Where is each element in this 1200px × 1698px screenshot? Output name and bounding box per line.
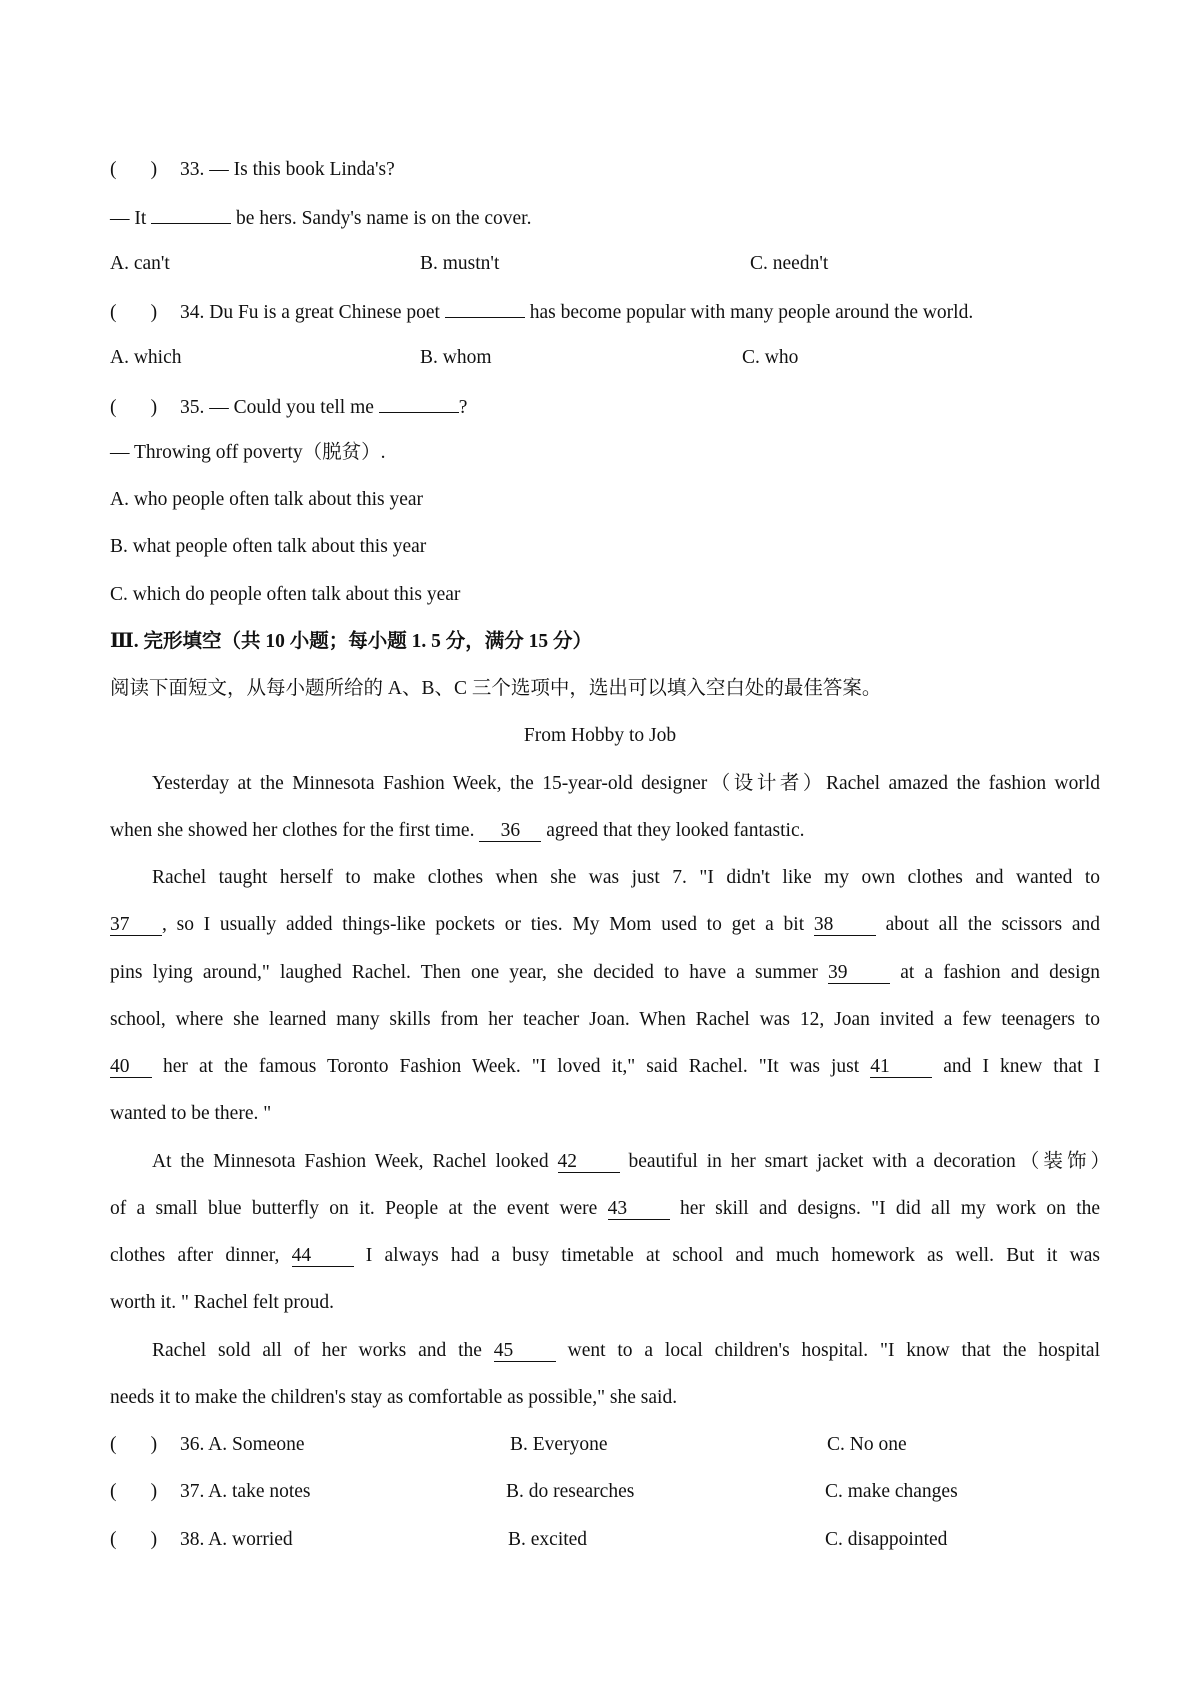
option-a: A. who people often talk about this year: [110, 489, 423, 510]
question-stem: ?: [458, 397, 468, 418]
option-b: B. do researches: [506, 1481, 635, 1502]
paren-open: (: [110, 1529, 117, 1550]
passage-line: [110, 913, 1100, 937]
passage-line: wanted to be there. ": [110, 1103, 272, 1124]
passage-text: , so I usually added things-like pockets or ties. My Mom used to get a bit: [162, 914, 805, 935]
paren-close: ): [150, 1529, 158, 1550]
answer-paren: [110, 1528, 180, 1552]
paren-close: ): [150, 397, 158, 418]
answer-paren: [110, 301, 180, 325]
paren-close: ): [150, 1434, 158, 1455]
paren-close: ): [150, 1481, 158, 1502]
option-b: B. what people often talk about this year: [110, 536, 427, 557]
passage-text: went to a local children's hospital. "I know that the hospital: [567, 1340, 1101, 1361]
question-34: [110, 299, 973, 325]
blank-44: 44: [292, 1246, 354, 1267]
passage-text: beautiful in her smart jacket with a decoration（装饰）: [628, 1151, 1111, 1172]
passage-line: [110, 819, 804, 843]
paren-open: (: [110, 1481, 117, 1502]
blank-39: 39: [828, 963, 890, 984]
option-b: B. Everyone: [510, 1434, 608, 1455]
passage-text: clothes after dinner,: [110, 1245, 280, 1266]
paren-open: (: [110, 1434, 117, 1455]
paren-close: ): [150, 302, 158, 323]
passage-text: her at the famous Toronto Fashion Week. "I loved it," said Rachel. "It was just: [163, 1056, 860, 1077]
passage-line: Rachel taught herself to make clothes when she was just 7. "I didn't like my own clothes and wanted to: [152, 867, 1100, 888]
passage-text: and I knew that I: [943, 1056, 1101, 1077]
passage-text: pins lying around," laughed Rachel. Then one year, she decided to have a summer: [110, 962, 818, 983]
blank-36: 36: [479, 821, 541, 842]
option-b: B. mustn't: [420, 253, 500, 274]
passage-text: her skill and designs. "I did all my work on the: [679, 1198, 1101, 1219]
blank-43: 43: [608, 1199, 670, 1220]
answer-blank: [445, 299, 525, 318]
passage-line: [110, 961, 1100, 985]
question-stem: 33. — Is this book Linda's?: [180, 159, 395, 180]
option-a: A. can't: [110, 253, 170, 274]
question-33-reply: [110, 205, 531, 231]
option-c: C. disappointed: [825, 1529, 948, 1550]
answer-paren: [110, 1480, 180, 1504]
blank-37: 37: [110, 915, 162, 936]
option-b: B. excited: [508, 1529, 588, 1550]
option-a: 37. A. take notes: [180, 1481, 311, 1502]
option-b: B. whom: [420, 347, 492, 368]
passage-line: [110, 1244, 1100, 1268]
answer-blank: [151, 205, 231, 224]
passage-line: worth it. " Rachel felt proud.: [110, 1292, 335, 1313]
question-38: [110, 1528, 293, 1552]
blank-42: 42: [558, 1152, 620, 1173]
passage-text: I always had a busy timetable at school and much homework as well. But it was: [365, 1245, 1100, 1266]
passage-text: about all the scissors and: [885, 914, 1101, 935]
question-36: [110, 1433, 305, 1457]
passage-text: when she showed her clothes for the first time.: [110, 820, 475, 841]
blank-41: 41: [870, 1057, 932, 1078]
answer-paren: [110, 396, 180, 420]
passage-text: of a small blue butterfly on it. People at the event were: [110, 1198, 598, 1219]
section-instruction: 阅读下面短文，从每小题所给的 A、B、C 三个选项中，选出可以填入空白处的最佳答案。: [110, 678, 882, 699]
passage-line: needs it to make the children's stay as comfortable as possible," she said.: [110, 1387, 678, 1408]
paren-open: (: [110, 397, 117, 418]
question-33: [110, 158, 395, 182]
passage-line: [110, 1055, 1100, 1079]
option-a: 38. A. worried: [180, 1529, 293, 1550]
answer-paren: [110, 1433, 180, 1457]
paren-open: (: [110, 159, 117, 180]
reply-text: be hers. Sandy's name is on the cover.: [236, 208, 532, 229]
blank-45: 45: [494, 1341, 556, 1362]
passage-line: [152, 1339, 1100, 1363]
option-a: A. which: [110, 347, 182, 368]
option-a: 36. A. Someone: [180, 1434, 305, 1455]
answer-blank: [379, 394, 459, 413]
passage-text: Rachel sold all of her works and the: [152, 1340, 482, 1361]
question-37: [110, 1480, 311, 1504]
passage-title: From Hobby to Job: [523, 725, 677, 746]
question-stem: 35. — Could you tell me: [180, 397, 374, 418]
option-c: C. No one: [827, 1434, 907, 1455]
section-heading: Ⅲ. 完形填空（共 10 小题；每小题 1. 5 分，满分 15 分）: [110, 631, 592, 652]
question-35: [110, 394, 467, 420]
option-c: C. which do people often talk about this year: [110, 584, 461, 605]
paren-open: (: [110, 302, 117, 323]
passage-text: at a fashion and design: [900, 962, 1101, 983]
passage-text: agreed that they looked fantastic.: [546, 820, 805, 841]
question-stem: has become popular with many people around the world.: [529, 302, 974, 323]
passage-line: Yesterday at the Minnesota Fashion Week, the 15-year-old designer（设计者）Rachel amazed the fashion world: [152, 773, 1100, 794]
reply-text: — It: [110, 208, 147, 229]
blank-40: 40: [110, 1057, 152, 1078]
question-35-reply: — Throwing off poverty（脱贫）.: [110, 442, 386, 463]
option-c: C. needn't: [750, 253, 829, 274]
passage-line: school, where she learned many skills from her teacher Joan. When Rachel was 12, Joan invited a few teenagers to: [110, 1009, 1100, 1030]
passage-line: [152, 1150, 1110, 1174]
passage-line: [110, 1197, 1100, 1221]
option-c: C. who: [742, 347, 799, 368]
passage-text: At the Minnesota Fashion Week, Rachel looked: [152, 1151, 549, 1172]
blank-38: 38: [814, 915, 876, 936]
answer-paren: [110, 158, 180, 182]
question-stem: 34. Du Fu is a great Chinese poet: [180, 302, 440, 323]
paren-close: ): [150, 159, 158, 180]
option-c: C. make changes: [825, 1481, 958, 1502]
